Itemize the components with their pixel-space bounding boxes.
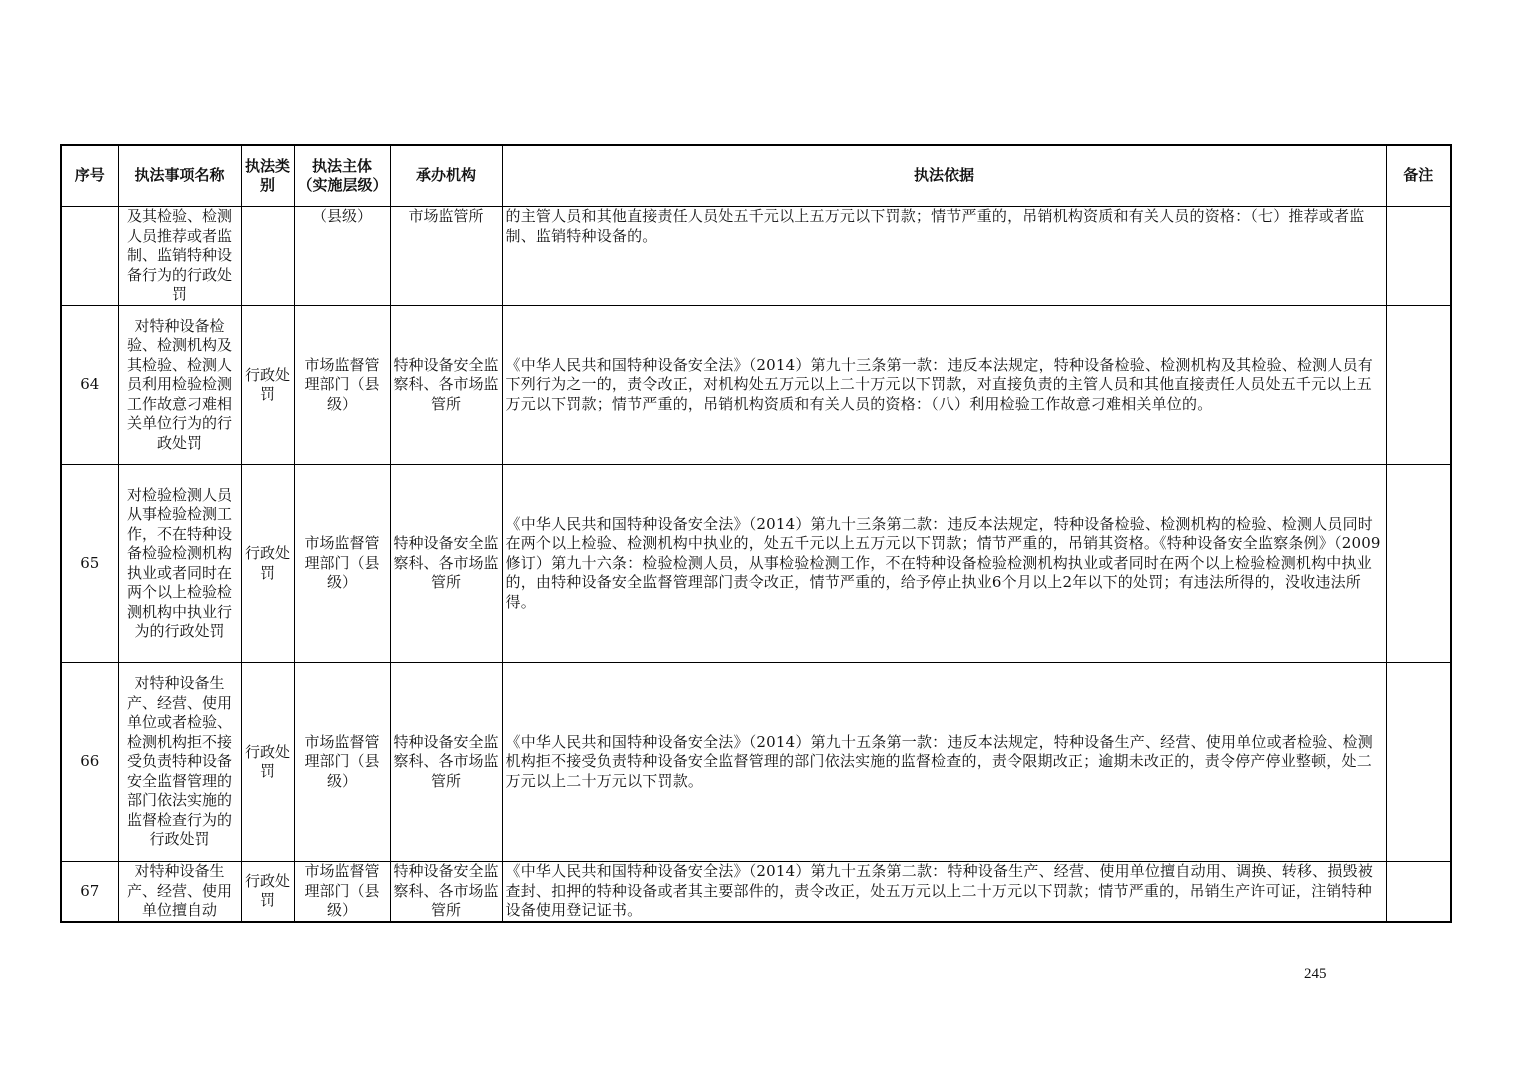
cell-agency: 特种设备安全监察科、各市场监管所 [390,862,502,922]
cell-remark [1386,465,1451,663]
cell-remark [1386,862,1451,922]
cell-basis: 《中华人民共和国特种设备安全法》（2014）第九十五条第一款：违反本法规定，特种设备生产、经营、使用单位或者检验、检测机构拒不接受负责特种设备安全监督管理的部门依法实施的监督检查的，责令限期改正；逾期未改正的，责令停产停业整顿，处二万元以上二十万元以下罚款。 [502,663,1386,862]
cell-seq: 64 [61,306,118,465]
cell-category: 行政处罚 [241,862,294,922]
header-category: 执法类别 [241,145,294,207]
table-row [61,306,1451,465]
enforcement-table [60,144,1452,923]
header-basis: 执法依据 [502,145,1386,207]
cell-remark [1386,663,1451,862]
cell-subject: 市场监督管理部门（县级） [294,663,390,862]
cell-category: 行政处罚 [241,465,294,663]
cell-name: 及其检验、检测人员推荐或者监制、监销特种设备行为的行政处罚 [118,207,241,306]
cell-subject: 市场监督管理部门（县级） [294,306,390,465]
cell-seq: 66 [61,663,118,862]
cell-subject: （县级） [294,207,390,306]
cell-basis: 的主管人员和其他直接责任人员处五千元以上五万元以下罚款；情节严重的，吊销机构资质和有关人员的资格：（七）推荐或者监制、监销特种设备的。 [502,207,1386,306]
header-remark: 备注 [1386,145,1451,207]
cell-agency: 特种设备安全监察科、各市场监管所 [390,663,502,862]
table-row [61,465,1451,663]
header-row [61,145,1451,207]
cell-agency: 市场监管所 [390,207,502,306]
cell-name: 对检验检测人员从事检验检测工作，不在特种设备检验检测机构执业或者同时在两个以上检验检测机构中执业行为的行政处罚 [118,465,241,663]
table-row [61,862,1451,922]
cell-basis: 《中华人民共和国特种设备安全法》（2014）第九十五条第二款：特种设备生产、经营、使用单位擅自动用、调换、转移、损毁被查封、扣押的特种设备或者其主要部件的，责令改正，处五万元以上二十万元以下罚款；情节严重的，吊销生产许可证，注销特种设备使用登记证书。 [502,862,1386,922]
table-row [61,207,1451,306]
table-row [61,663,1451,862]
cell-agency: 特种设备安全监察科、各市场监管所 [390,465,502,663]
cell-subject: 市场监督管理部门（县级） [294,862,390,922]
cell-seq [61,207,118,306]
cell-category: 行政处罚 [241,306,294,465]
cell-name: 对特种设备检验、检测机构及其检验、检测人员利用检验检测工作故意刁难相关单位行为的行政处罚 [118,306,241,465]
cell-category [241,207,294,306]
cell-name: 对特种设备生产、经营、使用单位擅自动 [118,862,241,922]
cell-basis: 《中华人民共和国特种设备安全法》（2014）第九十三条第二款：违反本法规定，特种设备检验、检测机构的检验、检测人员同时在两个以上检验、检测机构中执业的，处五千元以上五万元以下罚款；情节严重的，吊销其资格。《特种设备安全监察条例》（2009修订）第九十六条：检验检测人员，从事检验检测工作，不在特种设备检验检测机构执业或者同时在两个以上检验检测机构中执业的，由特种设备安全监督管理部门责令改正，情节严重的，给予停止执业6个月以上2年以下的处罚；有违法所得的，没收违法所得。 [502,465,1386,663]
header-name: 执法事项名称 [118,145,241,207]
cell-remark [1386,306,1451,465]
cell-subject: 市场监督管理部门（县级） [294,465,390,663]
cell-category: 行政处罚 [241,663,294,862]
header-agency: 承办机构 [390,145,502,207]
cell-basis: 《中华人民共和国特种设备安全法》（2014）第九十三条第一款：违反本法规定，特种设备检验、检测机构及其检验、检测人员有下列行为之一的，责令改正，对机构处五万元以上二十万元以下罚款，对直接负责的主管人员和其他直接责任人员处五千元以上五万元以下罚款；情节严重的，吊销机构资质和有关人员的资格：（八）利用检验工作故意刁难相关单位的。 [502,306,1386,465]
cell-seq: 67 [61,862,118,922]
header-seq: 序号 [61,145,118,207]
cell-seq: 65 [61,465,118,663]
cell-remark [1386,207,1451,306]
page-number: 245 [1304,966,1327,982]
cell-name: 对特种设备生产、经营、使用单位或者检验、检测机构拒不接受负责特种设备安全监督管理的部门依法实施的监督检查行为的行政处罚 [118,663,241,862]
cell-agency: 特种设备安全监察科、各市场监管所 [390,306,502,465]
header-subject: 执法主体（实施层级） [294,145,390,207]
